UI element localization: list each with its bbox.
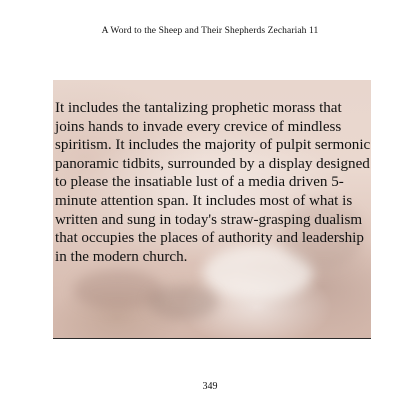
background-shape xyxy=(148,285,218,320)
running-header: A Word to the Sheep and Their Shepherds Zechariah 11 xyxy=(101,26,319,36)
page-number: 349 xyxy=(202,381,218,392)
background-image-panel xyxy=(53,80,371,339)
passage-text: It includes the tantalizing prophetic morass that joins hands to invade every crevice of mindless spiritism. It includes the majority of pulpit sermonic panoramic tidbits, surrounded by a display designed to please the insatiable lust of a media driven 5-minute attention span. It includes most of what is written and sung in today's straw-grasping dualism that occupies the places of authority and leadership in the modern church. xyxy=(55,100,371,265)
